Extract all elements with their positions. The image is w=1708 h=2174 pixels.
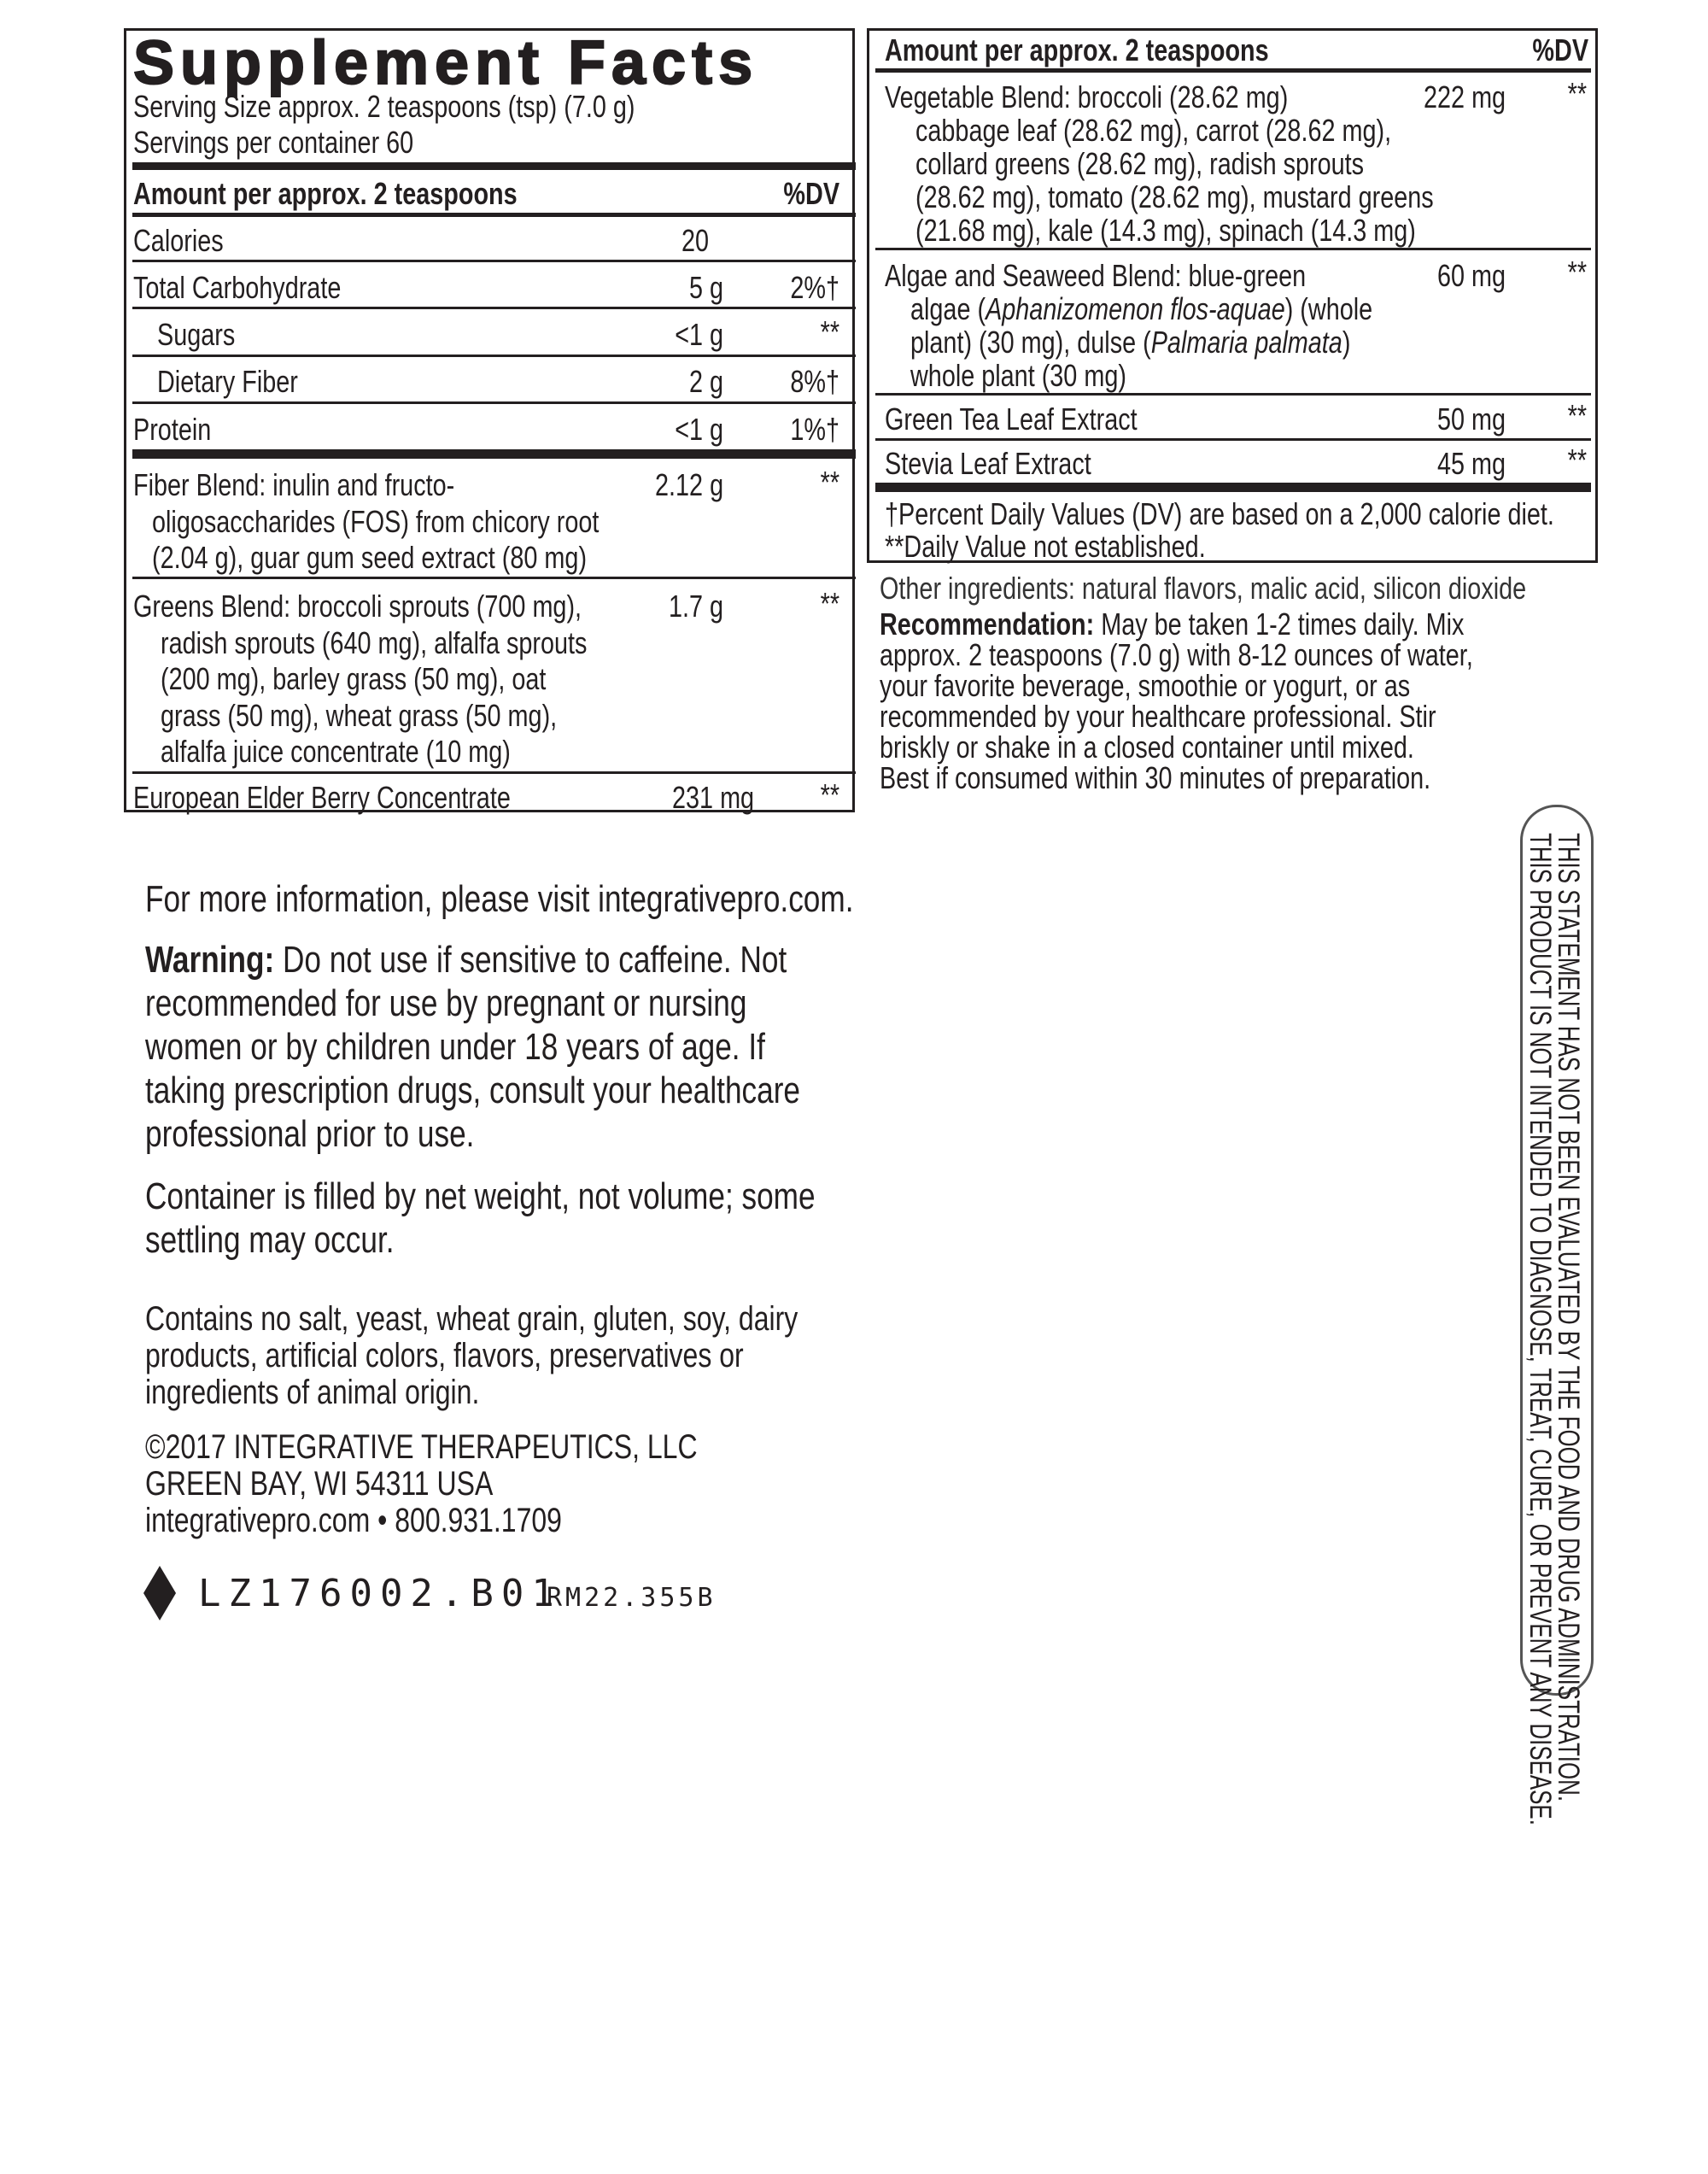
greens-blend-line: radish sprouts (640 mg), alfalfa sprouts	[161, 625, 588, 660]
recommendation	[880, 606, 1473, 795]
warning-text: Do not use if sensitive to caffeine. Not	[274, 939, 787, 981]
warning-label: Warning:	[145, 939, 275, 981]
recommendation-text: briskly or shake in a closed container until mixed.	[880, 730, 1414, 765]
fda-disclaimer-text: THIS STATEMENT HAS NOT BEEN EVALUATED BY THE FOOD AND DRUG ADMINISTRATION.	[1552, 833, 1585, 1802]
copyright: ©2017 INTEGRATIVE THERAPEUTICS, LLC	[145, 1428, 698, 1466]
elderberry-dv: **	[820, 777, 839, 812]
fiber-blend-line: (2.04 g), guar gum seed extract (80 mg)	[152, 540, 588, 575]
row-divider	[132, 260, 856, 262]
recommendation-text: approx. 2 teaspoons (7.0 g) with 8-12 ounces of water,	[880, 637, 1473, 672]
header-divider	[132, 213, 856, 217]
row-calories-amount: 20	[681, 223, 710, 258]
serving-size: Serving Size approx. 2 teaspoons (tsp) (7.0 g)	[133, 89, 635, 124]
greens-blend-line: grass (50 mg), wheat grass (50 mg),	[161, 698, 558, 733]
header-amount: Amount per approx. 2 teaspoons	[133, 176, 518, 211]
recommendation-text: recommended by your healthcare professional. Stir	[880, 699, 1436, 734]
row-sugars-name: Sugars	[157, 317, 236, 352]
fda-disclaimer-line-2	[1524, 833, 1557, 2174]
company-info	[145, 1429, 698, 1539]
container-note-line: settling may occur.	[145, 1219, 395, 1261]
text: algae (	[910, 291, 986, 326]
greens-blend-line: (200 mg), barley grass (50 mg), oat	[161, 661, 547, 696]
vegetable-blend-amount: 222 mg	[1423, 79, 1506, 114]
vegetable-blend-line: collard greens (28.62 mg), radish sprouts	[915, 146, 1365, 181]
algae-blend-line: Algae and Seaweed Blend: blue-green	[885, 258, 1307, 293]
panel-title: Supplement Facts	[133, 29, 759, 97]
company-address: GREEN BAY, WI 54311 USA	[145, 1465, 494, 1503]
more-info: For more information, please visit integrativepro.com.	[145, 878, 854, 920]
row-divider	[875, 393, 1591, 396]
company-contact: integrativepro.com • 800.931.1709	[145, 1502, 562, 1539]
row-fiber-dv: 8%†	[790, 364, 839, 399]
row-divider	[875, 248, 1591, 250]
row-calories-name: Calories	[133, 223, 224, 258]
row-divider	[132, 771, 856, 774]
row-fiber-name: Dietary Fiber	[157, 364, 298, 399]
row-carbohydrate-amount: 5 g	[688, 270, 723, 305]
species-name: Palmaria palmata	[1150, 325, 1342, 360]
footnote-daily-values: †Percent Daily Values (DV) are based on a 2,000 calorie diet.	[885, 496, 1554, 531]
row-divider	[132, 577, 856, 579]
text: )	[1342, 325, 1351, 360]
contains-no-line: Contains no salt, yeast, wheat grain, gluten, soy, dairy	[145, 1300, 798, 1338]
contains-no-line: products, artificial colors, flavors, preservatives or	[145, 1337, 744, 1374]
fda-disclaimer-text: THIS PRODUCT IS NOT INTENDED TO DIAGNOSE, TREAT, CURE, OR PREVENT ANY DISEASE.	[1524, 833, 1557, 1825]
row-protein-name: Protein	[133, 412, 212, 447]
fiber-blend-line: oligosaccharides (FOS) from chicory root	[152, 504, 600, 539]
contains-no	[145, 1301, 798, 1411]
stevia-dv: **	[1567, 442, 1587, 478]
recommendation-text: May be taken 1-2 times daily. Mix	[1094, 606, 1465, 642]
warning-text: professional prior to use.	[145, 1113, 475, 1155]
vegetable-blend-line: (21.68 mg), kale (14.3 mg), spinach (14.3 mg)	[915, 213, 1416, 248]
header-dv: %DV	[783, 176, 839, 211]
elderberry-amount: 231 mg	[671, 780, 754, 815]
footnote-not-established: **Daily Value not established.	[885, 529, 1206, 564]
fiber-blend-amount: 2.12 g	[654, 467, 723, 502]
header-divider	[875, 68, 1591, 73]
warning-text: women or by children under 18 years of age. If	[145, 1026, 765, 1068]
row-protein-amount: <1 g	[675, 412, 723, 447]
recommendation-text: Best if consumed within 30 minutes of preparation.	[880, 760, 1431, 795]
diamond-icon	[143, 1566, 176, 1620]
other-ingredients: Other ingredients: natural flavors, malic acid, silicon dioxide	[880, 571, 1527, 606]
algae-blend-amount: 60 mg	[1436, 258, 1506, 293]
vegetable-blend-line: (28.62 mg), tomato (28.62 mg), mustard greens	[915, 179, 1434, 214]
text: plant) (30 mg), dulse (	[910, 325, 1151, 360]
row-divider	[132, 401, 856, 404]
fiber-blend-dv: **	[820, 465, 839, 500]
thick-divider	[875, 483, 1591, 492]
row-carbohydrate-name: Total Carbohydrate	[133, 270, 342, 305]
continued-header-amount: Amount per approx. 2 teaspoons	[885, 32, 1269, 67]
thick-divider	[132, 449, 856, 459]
row-sugars-dv: **	[820, 314, 839, 349]
row-divider	[132, 355, 856, 357]
warning-text: recommended for use by pregnant or nursing	[145, 982, 747, 1024]
greens-blend-line: alfalfa juice concentrate (10 mg)	[161, 734, 511, 769]
green-tea-name: Green Tea Leaf Extract	[885, 401, 1138, 437]
green-tea-dv: **	[1567, 398, 1587, 433]
algae-blend-line	[910, 291, 1372, 326]
servings-per-container: Servings per container 60	[133, 125, 414, 160]
row-protein-dv: 1%†	[790, 412, 839, 447]
vegetable-blend-dv: **	[1567, 76, 1587, 111]
row-divider	[132, 307, 856, 309]
algae-blend-line	[910, 325, 1350, 360]
warning-text: taking prescription drugs, consult your healthcare	[145, 1069, 800, 1111]
algae-blend-dv: **	[1567, 255, 1587, 290]
recommendation-label: Recommendation:	[880, 606, 1095, 642]
stevia-amount: 45 mg	[1436, 446, 1506, 481]
row-divider	[875, 438, 1591, 441]
container-note	[145, 1175, 816, 1262]
lot-code: LZ176002.B01	[198, 1572, 562, 1615]
algae-blend-line: whole plant (30 mg)	[910, 358, 1126, 393]
vegetable-blend-line: cabbage leaf (28.62 mg), carrot (28.62 mg),	[915, 113, 1392, 148]
greens-blend-dv: **	[820, 586, 839, 621]
elderberry-name: European Elder Berry Concentrate	[133, 780, 511, 815]
vegetable-blend-line: Vegetable Blend: broccoli (28.62 mg)	[885, 79, 1289, 114]
continued-header-dv: %DV	[1532, 32, 1588, 67]
recommendation-text: your favorite beverage, smoothie or yogurt, or as	[880, 668, 1411, 703]
diamond-shape	[143, 1566, 176, 1620]
rm-code: RM22.355B	[547, 1583, 717, 1613]
row-fiber-amount: 2 g	[688, 364, 723, 399]
warning	[145, 938, 800, 1156]
fiber-blend-line: Fiber Blend: inulin and fructo-	[133, 467, 455, 502]
greens-blend-amount: 1.7 g	[668, 589, 723, 624]
row-sugars-amount: <1 g	[675, 317, 723, 352]
contains-no-line: ingredients of animal origin.	[145, 1374, 480, 1411]
text: ) (whole	[1284, 291, 1373, 326]
stevia-name: Stevia Leaf Extract	[885, 446, 1091, 481]
row-carbohydrate-dv: 2%†	[790, 270, 839, 305]
green-tea-amount: 50 mg	[1436, 401, 1506, 437]
thick-divider	[132, 162, 856, 170]
greens-blend-line: Greens Blend: broccoli sprouts (700 mg),	[133, 589, 582, 624]
species-name: Aphanizomenon flos-aquae	[986, 291, 1285, 326]
container-note-line: Container is filled by net weight, not volume; some	[145, 1175, 816, 1217]
